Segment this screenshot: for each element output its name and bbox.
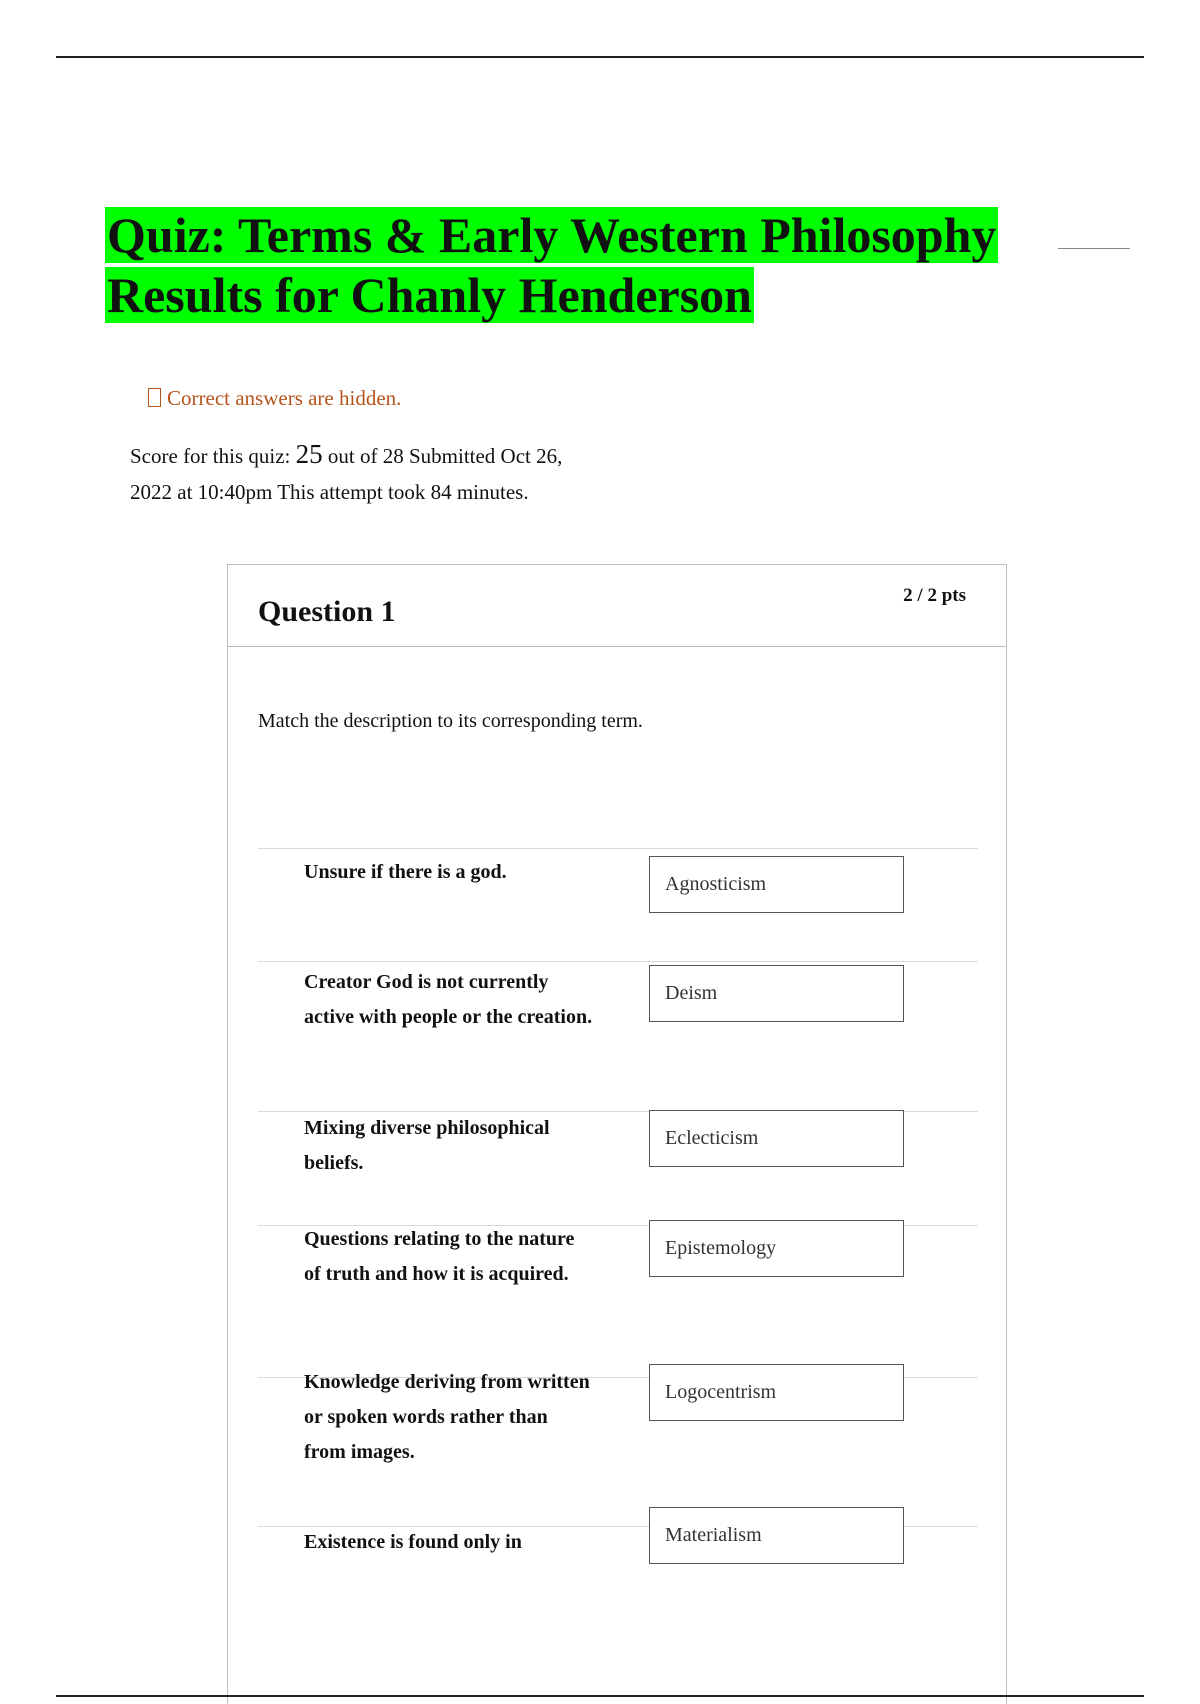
match-answer-box[interactable]: Agnosticism: [649, 856, 904, 913]
match-answer-box[interactable]: Logocentrism: [649, 1364, 904, 1421]
score-summary: [130, 436, 570, 510]
answers-hidden-notice: [148, 386, 401, 411]
match-description: Mixing diverse philosophical beliefs.: [304, 1117, 550, 1174]
match-description: Creator God is not currently active with people or the creation.: [304, 971, 593, 1028]
row-divider: [258, 961, 978, 962]
match-description: Questions relating to the nature of truth and how it is acquired.: [304, 1228, 575, 1285]
score-suffix: out of 28 Submitted Oct 26, 2022 at 10:40pm This attempt took 84 minutes.: [130, 444, 563, 504]
match-answer-box[interactable]: Epistemology: [649, 1220, 904, 1277]
title-line-1: Quiz: Terms & Early Western Philosophy: [107, 207, 997, 263]
quiz-title: [105, 205, 998, 325]
row-divider: [258, 848, 978, 849]
bottom-rule: [56, 1695, 1144, 1697]
question-prompt: Match the description to its corresponding term.: [258, 710, 643, 732]
title-rule: [1058, 248, 1130, 249]
box-icon: [148, 388, 161, 407]
title-line-2: Results for Chanly Henderson: [107, 267, 752, 323]
match-answer-box[interactable]: Materialism: [649, 1507, 904, 1564]
question-title: Question 1: [258, 595, 396, 628]
notice-text: Correct answers are hidden.: [167, 386, 402, 410]
score-prefix: Score for this quiz:: [130, 444, 296, 468]
match-description: Knowledge deriving from written or spoken words rather than from images.: [304, 1371, 590, 1463]
question-card: [227, 564, 1007, 1704]
match-answer-box[interactable]: Deism: [649, 965, 904, 1022]
question-header: [228, 565, 1006, 647]
match-description: Unsure if there is a god.: [304, 861, 507, 883]
match-answer-box[interactable]: Eclecticism: [649, 1110, 904, 1167]
score-value: 25: [295, 439, 323, 469]
top-rule: [56, 56, 1144, 58]
match-description: Existence is found only in: [304, 1531, 522, 1553]
question-points: 2 / 2 pts: [903, 585, 966, 606]
